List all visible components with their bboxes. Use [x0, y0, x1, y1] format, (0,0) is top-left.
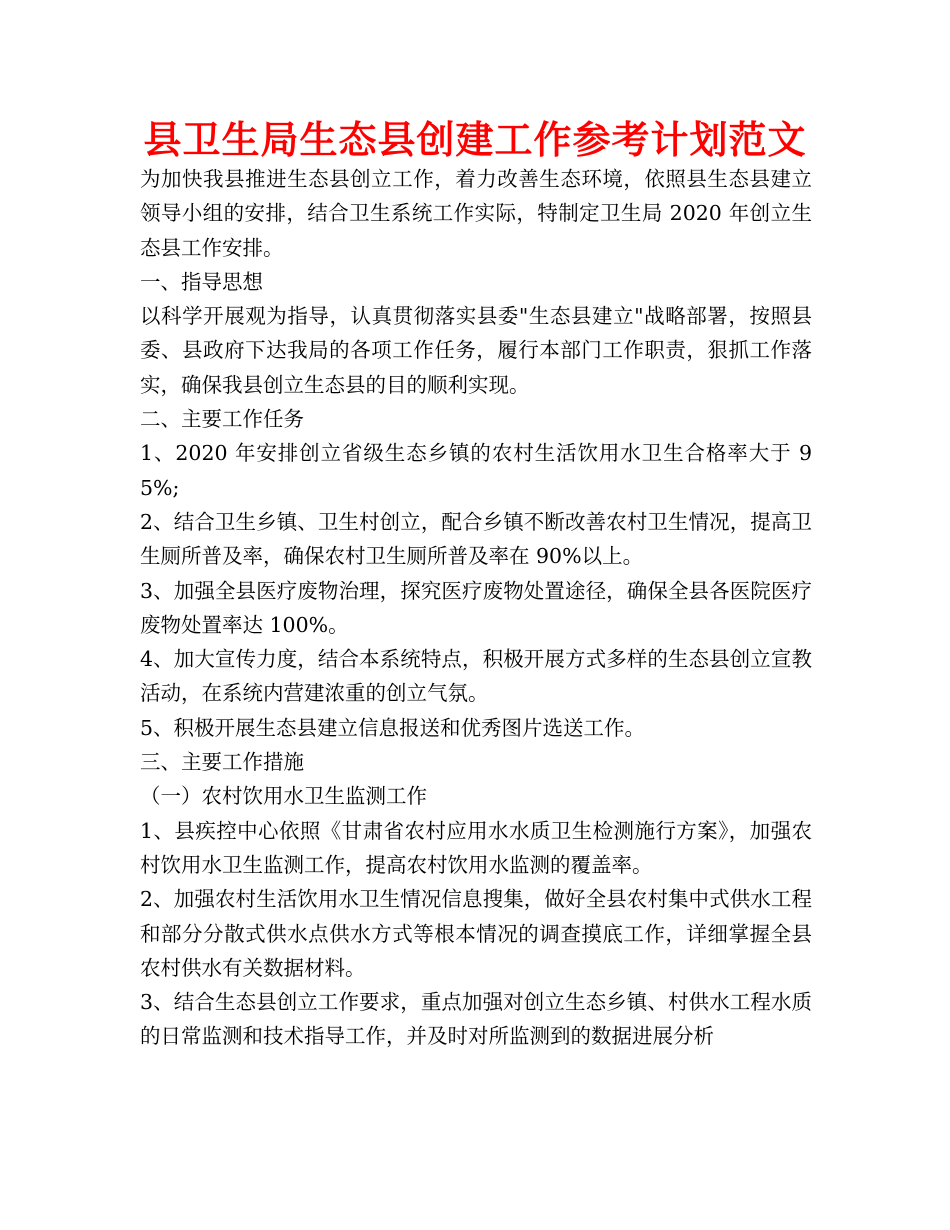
task-item-1: 1、2020 年安排创立省级生态乡镇的农村生活饮用水卫生合格率大于 95%; — [140, 441, 812, 500]
section-heading-guiding-ideology: 一、指导思想 — [140, 269, 263, 294]
paragraph-guiding-ideology: 以科学开展观为指导，认真贯彻落实县委"生态县建立"战略部署，按照县委、县政府下达我局的各项工作任务，履行本部门工作职责，狠抓工作落实，确保我县创立生态县的目的顺利实现。 — [140, 304, 812, 397]
task-item-4: 4、加大宣传力度，结合本系统特点，积极开展方式多样的生态县创立宣教活动，在系统内营建浓重的创立气氛。 — [140, 647, 812, 706]
task-item-3: 3、加强全县医疗废物治理，探究医疗废物处置途径，确保全县各医院医疗废物处置率达 100%。 — [140, 578, 812, 637]
document-title: 县卫生局生态县创建工作参考计划范文 — [143, 118, 807, 162]
section-heading-main-measures: 三、主要工作措施 — [140, 750, 304, 775]
measure-item-2: 2、加强农村生活饮用水卫生情况信息搜集，做好全县农村集中式供水工程和部分分散式供水点供水方式等根本情况的调查摸底工作，详细掌握全县农村供水有关数据材料。 — [140, 887, 812, 980]
paragraph-intro: 为加快我县推进生态县创立工作，着力改善生态环境，依照县生态县建立领导小组的安排，结合卫生系统工作实际，特制定卫生局 2020 年创立生态县工作安排。 — [140, 167, 812, 260]
task-item-5: 5、积极开展生态县建立信息报送和优秀图片选送工作。 — [140, 715, 646, 740]
task-item-2: 2、结合卫生乡镇、卫生村创立，配合乡镇不断改善农村卫生情况，提高卫生厕所普及率，确保农村卫生厕所普及率在 90%以上。 — [140, 509, 812, 569]
measure-item-3: 3、结合生态县创立工作要求，重点加强对创立生态乡镇、村供水工程水质的日常监测和技术指导工作，并及时对所监测到的数据进展分析 — [140, 990, 812, 1049]
document-body — [140, 162, 812, 1054]
subsection-heading-water-monitoring: （一）农村饮用水卫生监测工作 — [140, 784, 427, 809]
measure-item-1: 1、县疾控中心依照《甘肃省农村应用水水质卫生检测施行方案》，加强农村饮用水卫生监测工作，提高农村饮用水监测的覆盖率。 — [140, 818, 812, 877]
section-heading-main-tasks: 二、主要工作任务 — [140, 407, 304, 432]
